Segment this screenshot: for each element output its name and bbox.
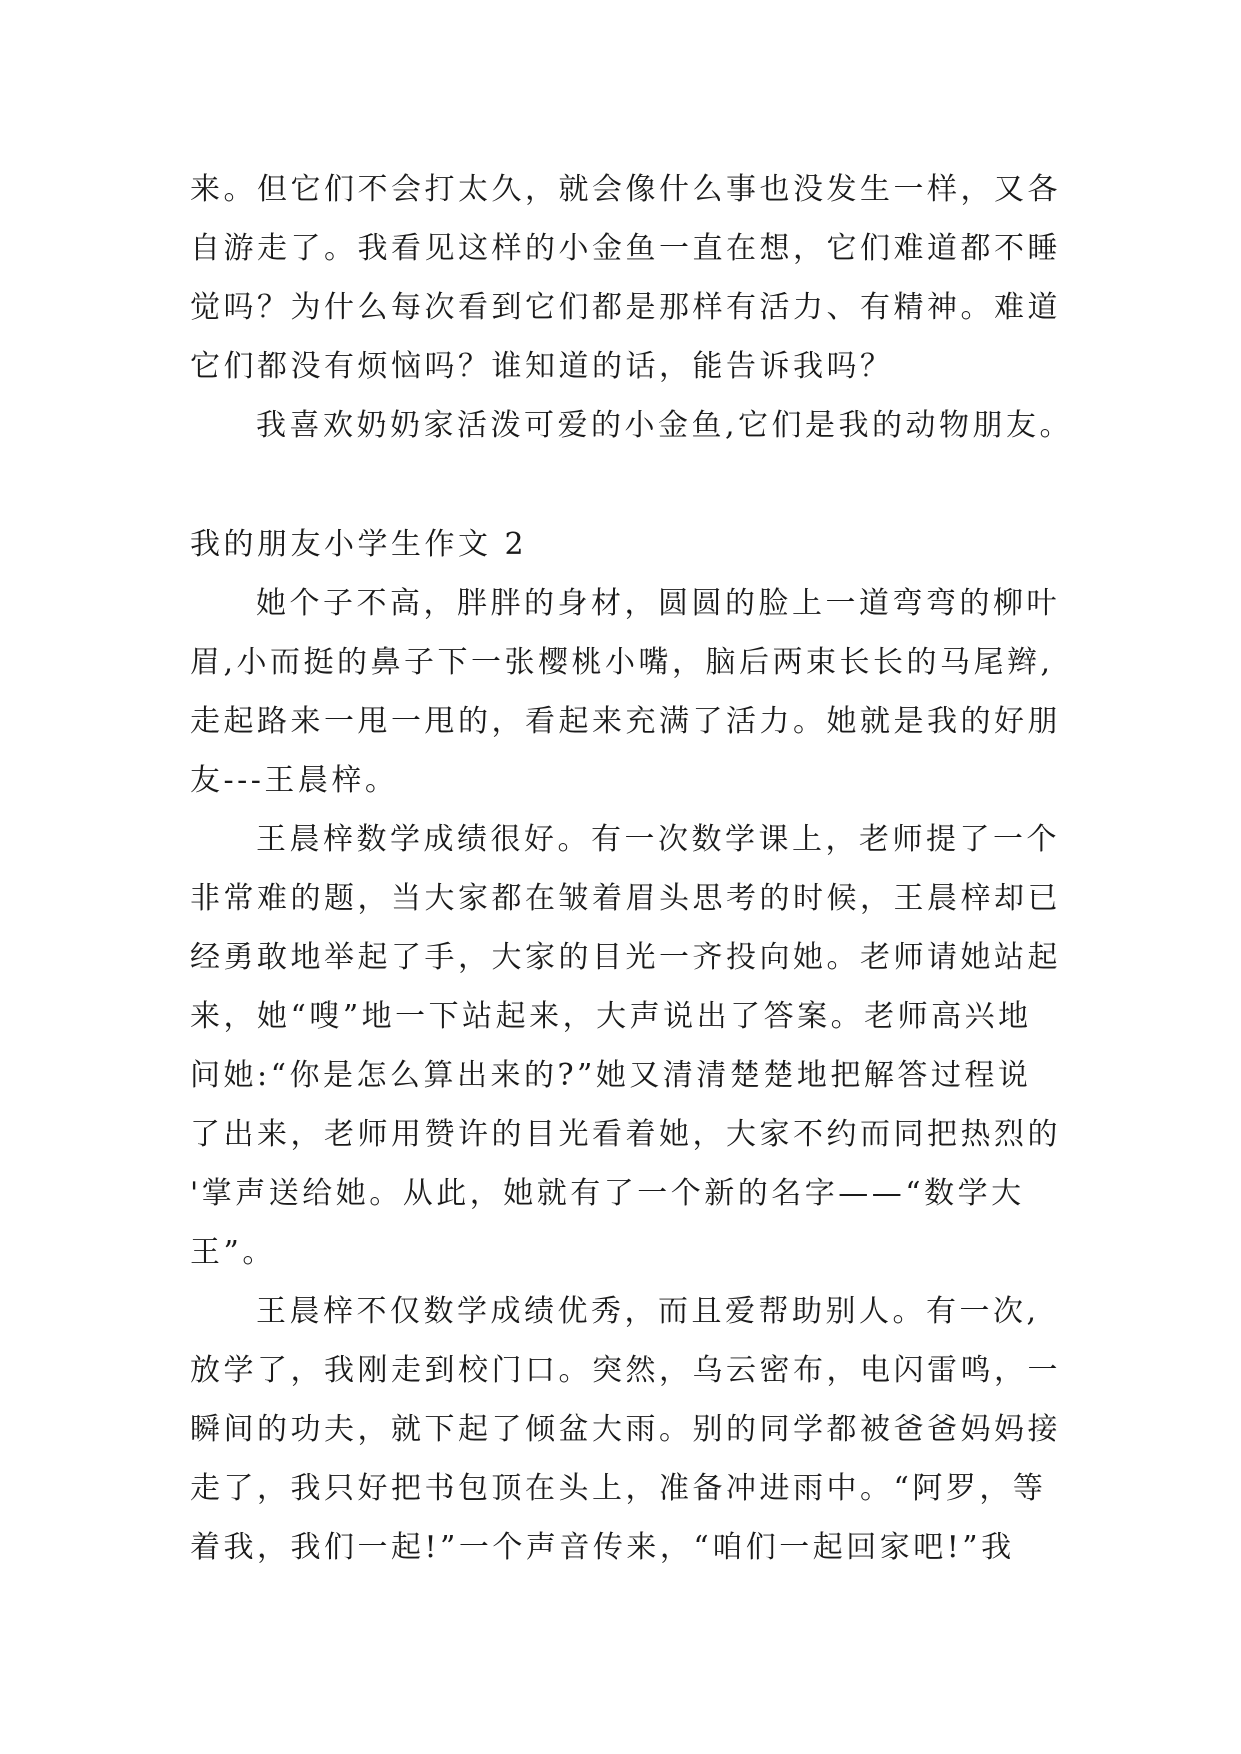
paragraph-line: 瞬间的功夫，就下起了倾盆大雨。别的同学都被爸爸妈妈接 [190,1412,1061,1447]
previous-essay-ending [190,160,1074,455]
paragraph-line: 自游走了。我看见这样的小金鱼一直在想，它们难道都不睡 [190,231,1061,266]
paragraph-line: 走了，我只好把书包顶在头上，准备冲进雨中。“阿罗，等 [190,1471,1047,1506]
paragraph-line: 王”。 [190,1235,276,1270]
paragraph-line: 我喜欢奶奶家活泼可爱的小金鱼,它们是我的动物朋友。 [256,408,1074,443]
paragraph-line: 来。但它们不会打太久，就会像什么事也没发生一样，又各 [190,172,1061,207]
paragraph-line: 非常难的题，当大家都在皱着眉头思考的时候，王晨梓却已 [190,881,1061,916]
paragraph-line: 放学了，我刚走到校门口。突然，乌云密布，电闪雷鸣，一 [190,1353,1061,1388]
paragraph-line: 走起路来一甩一甩的，看起来充满了活力。她就是我的好朋 [190,704,1061,739]
paragraph-line: 了出来，老师用赞许的目光看着她，大家不约而同把热烈的 [190,1117,1061,1152]
document-page [190,160,1074,1577]
paragraph-line: 王晨梓数学成绩很好。有一次数学课上，老师提了一个 [256,822,1060,857]
paragraph-line: 问她:“你是怎么算出来的?”她又清清楚楚地把解答过程说 [190,1058,1032,1093]
essay-title: 我的朋友小学生作文 2 [190,527,528,562]
paragraph-line: 着我，我们一起!”一个声音传来，“咱们一起回家吧!”我 [190,1530,1015,1565]
paragraph-line: 觉吗？为什么每次看到它们都是那样有活力、有精神。难道 [190,290,1061,325]
essay-body [190,574,1061,1577]
paragraph-line: 经勇敢地举起了手，大家的目光一齐投向她。老师请她站起 [190,940,1061,975]
paragraph-line: '掌声送给她。从此，她就有了一个新的名字——“数学大 [190,1176,1025,1211]
paragraph-line: 来，她“嗖”地一下站起来，大声说出了答案。老师高兴地 [190,999,1032,1034]
section-spacer [190,455,1050,515]
paragraph-line: 它们都没有烦恼吗？谁知道的话，能告诉我吗？ [190,349,894,384]
paragraph-line: 她个子不高，胖胖的身材，圆圆的脸上一道弯弯的柳叶 [256,586,1060,621]
paragraph-line: 王晨梓不仅数学成绩优秀，而且爱帮助别人。有一次, [256,1294,1040,1329]
paragraph-line: 友---王晨梓。 [190,763,399,798]
paragraph-line: 眉,小而挺的鼻子下一张樱桃小嘴，脑后两束长长的马尾辫, [190,645,1054,680]
